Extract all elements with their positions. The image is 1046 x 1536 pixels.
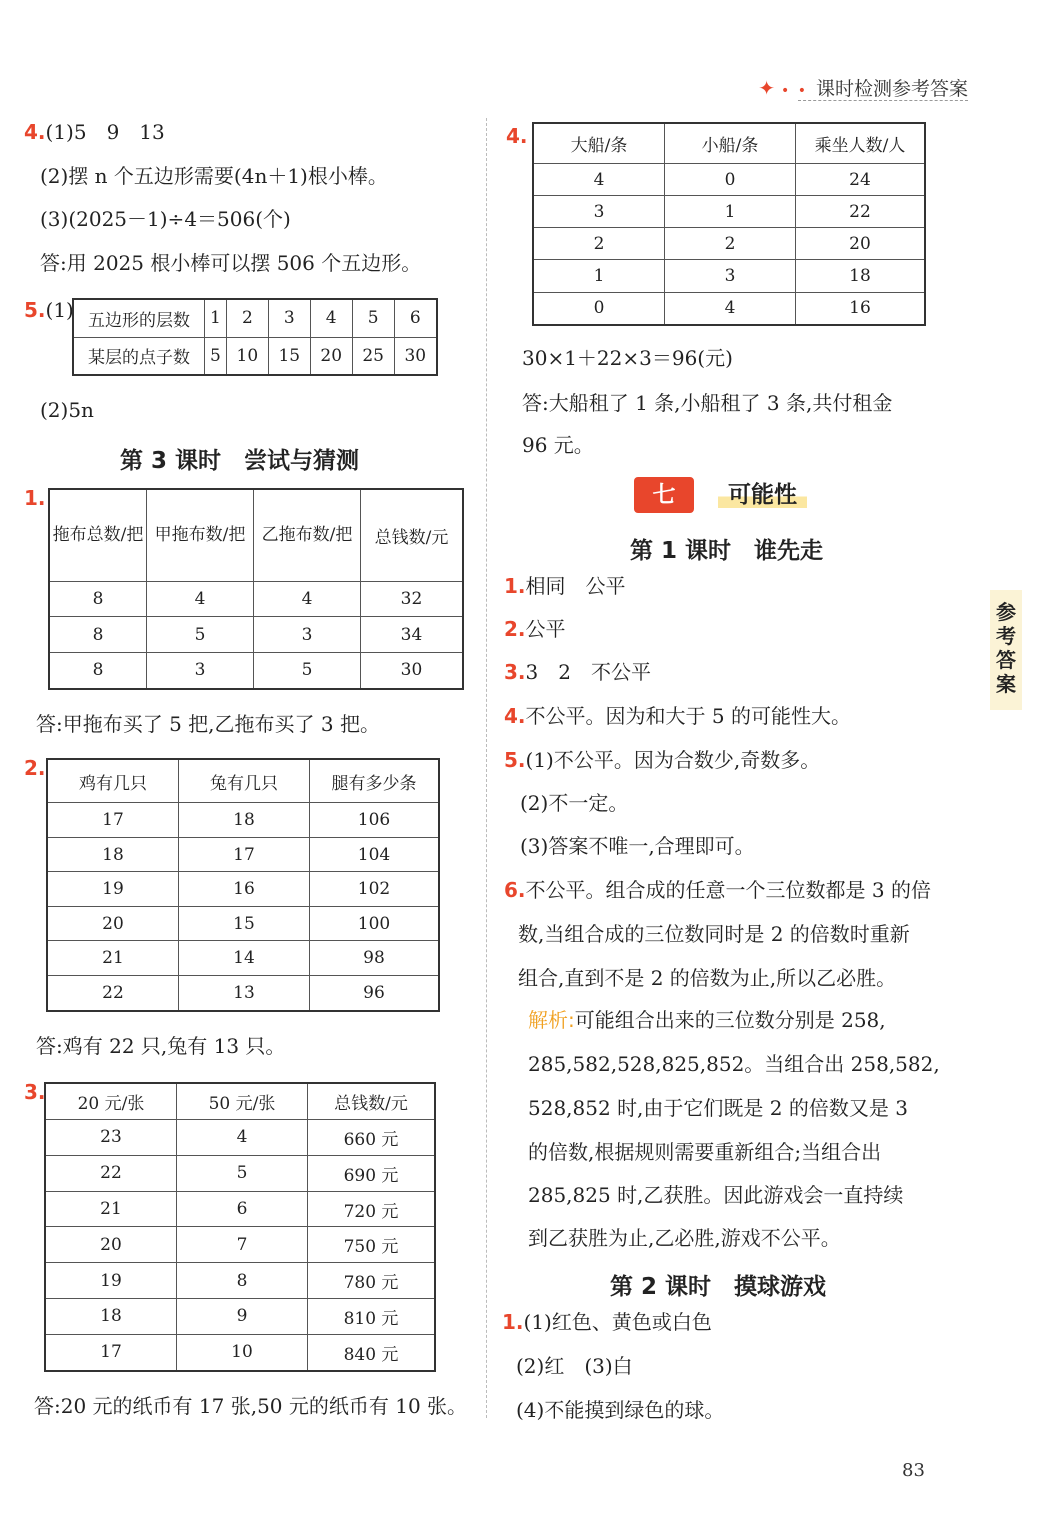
table-cell: 18	[45, 1299, 177, 1335]
table-cell: 20	[47, 906, 179, 941]
table-cell: 17	[45, 1334, 177, 1371]
table-cell: 30	[394, 337, 437, 375]
table-cell: 15	[268, 337, 310, 375]
table-cell: 8	[49, 581, 147, 617]
l1-jx4: 的倍数,根据规则需要重新组合;当组合出	[528, 1140, 882, 1164]
table-cell: 750 元	[308, 1227, 436, 1263]
table-cell: 104	[310, 837, 440, 872]
table-cell: 16	[179, 872, 310, 907]
l1-jx2: 285,582,528,825,852。当组合出 258,582,	[528, 1052, 940, 1076]
right-q4-answer2: 96 元。	[522, 433, 594, 457]
table-cell: 2	[226, 299, 268, 337]
table-header: 鸡有几只	[47, 759, 179, 803]
table-cell: 32	[361, 581, 464, 617]
table-cell: 22	[796, 196, 926, 228]
table-cell: 34	[361, 617, 464, 653]
table-cell: 4	[177, 1120, 308, 1156]
table-cell: 720 元	[308, 1191, 436, 1227]
table-cell: 五边形的层数	[73, 299, 205, 337]
table-cell: 30	[361, 652, 464, 689]
l1-q2: 2.公平	[504, 617, 566, 641]
table-cell: 18	[796, 260, 926, 292]
table-cell: 8	[49, 617, 147, 653]
left-q4-line3: (3)(2025－1)÷4＝506(个)	[40, 207, 291, 231]
table-cell: 690 元	[308, 1155, 436, 1191]
right-q4-answer1: 答:大船租了 1 条,小船租了 3 条,共付租金	[522, 391, 893, 415]
l1-jx6: 到乙获胜为止,乙必胜,游戏不公平。	[528, 1226, 841, 1250]
left-q4-line1: 4.(1)5 9 13	[24, 120, 165, 144]
l1-q1: 1.相同 公平	[504, 574, 626, 598]
table-cell: 100	[310, 906, 440, 941]
unit-title: 可能性	[718, 482, 807, 508]
table-cell: 7	[177, 1227, 308, 1263]
page-header	[758, 74, 968, 101]
s3q3-num: 3.	[24, 1080, 46, 1104]
l2-q1a: 1.(1)红色、黄色或白色	[502, 1310, 712, 1334]
table-cell: 5	[147, 617, 254, 653]
table-cell: 10	[226, 337, 268, 375]
l2-q1c: (4)不能摸到绿色的球。	[516, 1398, 725, 1422]
l1-q6b: 数,当组合成的三位数同时是 2 的倍数时重新	[518, 922, 910, 946]
dots-decoration: • •	[781, 83, 808, 99]
right-q4-num: 4.	[506, 124, 528, 148]
table-cell: 5	[177, 1155, 308, 1191]
table-cell: 8	[177, 1263, 308, 1299]
table-header: 甲拖布数/把	[147, 489, 254, 581]
l1-q5c: (3)答案不唯一,合理即可。	[520, 834, 755, 858]
table-cell: 0	[533, 292, 665, 325]
table-cell: 24	[796, 164, 926, 196]
table-header: 总钱数/元	[308, 1083, 436, 1120]
s3q2-num: 2.	[24, 756, 46, 780]
table-cell: 某层的点子数	[73, 337, 205, 375]
table-cell: 4	[310, 299, 352, 337]
table-cell: 660 元	[308, 1120, 436, 1156]
side-tab: 参考答案	[990, 590, 1022, 710]
page-number: 83	[902, 1460, 925, 1481]
table-cell: 3	[665, 260, 796, 292]
l1-q4: 4.不公平。因为和大于 5 的可能性大。	[504, 704, 851, 728]
table-cell: 15	[179, 906, 310, 941]
chicken-rabbit-table	[46, 758, 440, 1012]
table-cell: 22	[47, 976, 179, 1011]
table-cell: 19	[45, 1263, 177, 1299]
table-cell: 2	[665, 228, 796, 260]
table-cell: 19	[47, 872, 179, 907]
s3q2-answer: 答:鸡有 22 只,兔有 13 只。	[36, 1034, 286, 1058]
table-cell: 102	[310, 872, 440, 907]
table-cell: 0	[665, 164, 796, 196]
table-cell: 20	[796, 228, 926, 260]
table-cell: 20	[310, 337, 352, 375]
table-cell: 13	[179, 976, 310, 1011]
table-cell: 5	[205, 337, 227, 375]
table-cell: 18	[47, 837, 179, 872]
left-q4-answer: 答:用 2025 根小棒可以摆 506 个五边形。	[40, 251, 422, 275]
table-header: 拖布总数/把	[49, 489, 147, 581]
table-cell: 6	[394, 299, 437, 337]
table-cell: 4	[147, 581, 254, 617]
s3q3-answer: 答:20 元的纸币有 17 张,50 元的纸币有 10 张。	[34, 1394, 468, 1418]
unit-7-heading	[634, 476, 807, 513]
lesson-1-title: 第 1 课时 谁先走	[630, 538, 824, 564]
column-divider	[486, 118, 487, 1418]
table-header: 50 元/张	[177, 1083, 308, 1120]
table-cell: 3	[254, 617, 361, 653]
table-header: 大船/条	[533, 123, 665, 164]
s3q1-answer: 答:甲拖布买了 5 把,乙拖布买了 3 把。	[36, 712, 380, 736]
table-cell: 5	[352, 299, 394, 337]
l1-q6c: 组合,直到不是 2 的倍数为止,所以乙必胜。	[518, 966, 897, 990]
l1-jx1: 解析:可能组合出来的三位数分别是 258,	[528, 1008, 886, 1032]
table-cell: 780 元	[308, 1263, 436, 1299]
table-cell: 9	[177, 1299, 308, 1335]
left-q5-label: 5.(1)	[24, 298, 74, 322]
table-cell: 4	[254, 581, 361, 617]
left-q4-line2: (2)摆 n 个五边形需要(4n＋1)根小棒。	[40, 164, 388, 188]
header-title: 课时检测参考答案	[815, 78, 968, 100]
banknote-table	[44, 1082, 436, 1372]
header-underline	[798, 100, 968, 101]
l1-q6a: 6.不公平。组合成的任意一个三位数都是 3 的倍	[504, 878, 931, 902]
table-cell: 5	[254, 652, 361, 689]
table-header: 20 元/张	[45, 1083, 177, 1120]
l1-q3: 3.3 2 不公平	[504, 660, 651, 684]
table-cell: 1	[533, 260, 665, 292]
table-cell: 6	[177, 1191, 308, 1227]
l1-jx3: 528,852 时,由于它们既是 2 的倍数又是 3	[528, 1096, 908, 1120]
section-3-title: 第 3 课时 尝试与猜测	[120, 448, 360, 474]
table-cell: 14	[179, 941, 310, 976]
table-header: 乙拖布数/把	[254, 489, 361, 581]
table-cell: 23	[45, 1120, 177, 1156]
l2-q1b: (2)红 (3)白	[516, 1354, 633, 1378]
left-q5-part2: (2)5n	[40, 398, 94, 422]
table-cell: 17	[179, 837, 310, 872]
table-cell: 3	[533, 196, 665, 228]
table-cell: 2	[533, 228, 665, 260]
table-cell: 18	[179, 803, 310, 838]
table-cell: 20	[45, 1227, 177, 1263]
boat-table	[532, 122, 926, 326]
table-header: 腿有多少条	[310, 759, 440, 803]
table-cell: 4	[665, 292, 796, 325]
table-header: 乘坐人数/人	[796, 123, 926, 164]
unit-badge: 七	[634, 477, 694, 513]
table-cell: 21	[45, 1191, 177, 1227]
table-cell: 25	[352, 337, 394, 375]
table-cell: 16	[796, 292, 926, 325]
table-cell: 17	[47, 803, 179, 838]
table-cell: 96	[310, 976, 440, 1011]
table-cell: 1	[665, 196, 796, 228]
table-cell: 1	[205, 299, 227, 337]
analysis-label: 解析:	[528, 1008, 575, 1032]
table-cell: 8	[49, 652, 147, 689]
s3q1-num: 1.	[24, 486, 46, 510]
table-header: 兔有几只	[179, 759, 310, 803]
table-cell: 840 元	[308, 1334, 436, 1371]
table-cell: 10	[177, 1334, 308, 1371]
right-q4-calc: 30×1＋22×3＝96(元)	[522, 346, 733, 370]
pentagon-table	[72, 298, 438, 376]
l1-q5a: 5.(1)不公平。因为合数少,奇数多。	[504, 748, 821, 772]
table-cell: 3	[268, 299, 310, 337]
table-cell: 22	[45, 1155, 177, 1191]
table-cell: 21	[47, 941, 179, 976]
table-header: 小船/条	[665, 123, 796, 164]
table-cell: 3	[147, 652, 254, 689]
l1-q5b: (2)不一定。	[520, 791, 629, 815]
table-cell: 810 元	[308, 1299, 436, 1335]
lesson-2-title: 第 2 课时 摸球游戏	[610, 1274, 827, 1300]
table-cell: 106	[310, 803, 440, 838]
l1-jx5: 285,825 时,乙获胜。因此游戏会一直持续	[528, 1183, 904, 1207]
table-cell: 98	[310, 941, 440, 976]
table-cell: 4	[533, 164, 665, 196]
table-header: 总钱数/元	[361, 489, 464, 581]
sparkle-icon: ✦	[758, 76, 776, 100]
mop-table	[48, 488, 464, 690]
